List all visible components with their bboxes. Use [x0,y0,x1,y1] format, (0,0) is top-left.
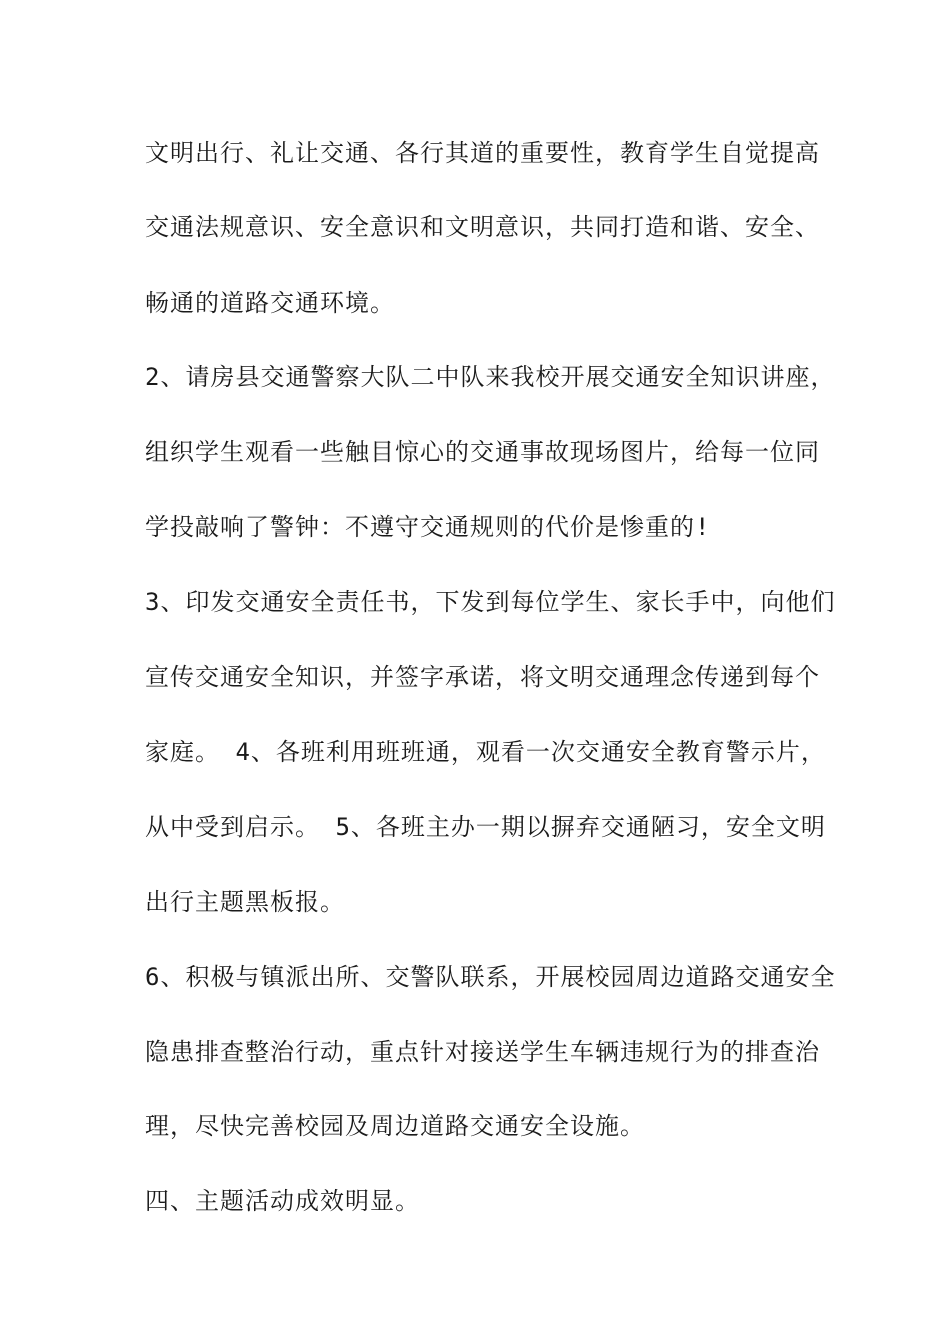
text-line: 2、请房县交通警察大队二中队来我校开展交通安全知识讲座， [145,363,836,391]
text-line: 出行主题黑板报。 [145,888,345,916]
text-line: 隐患排查整治行动，重点针对接送学生车辆违规行为的排查治 [145,1038,820,1066]
text-line: 交通法规意识、安全意识和文明意识，共同打造和谐、安全、 [145,213,820,241]
text-line: 6、积极与镇派出所、交警队联系，开展校园周边道路交通安全 [145,963,836,991]
text-line: 四、主题活动成效明显。 [145,1187,420,1215]
text-line: 理，尽快完善校园及周边道路交通安全设施。 [145,1112,645,1140]
text-line: 宣传交通安全知识，并签字承诺，将文明交通理念传递到每个 [145,663,820,691]
text-line: 学投敲响了警钟：不遵守交通规则的代价是惨重的! [145,513,711,541]
text-line: 文明出行、礼让交通、各行其道的重要性，教育学生自觉提高 [145,139,820,167]
text-line: 家庭。 4、各班利用班班通，观看一次交通安全教育警示片， [145,738,826,766]
text-line: 从中受到启示。 5、各班主办一期以摒弃交通陋习，安全文明 [145,813,826,841]
text-line: 组织学生观看一些触目惊心的交通事故现场图片，给每一位同 [145,438,820,466]
text-line: 3、印发交通安全责任书，下发到每位学生、家长手中，向他们 [145,588,836,616]
text-line: 畅通的道路交通环境。 [145,289,395,317]
